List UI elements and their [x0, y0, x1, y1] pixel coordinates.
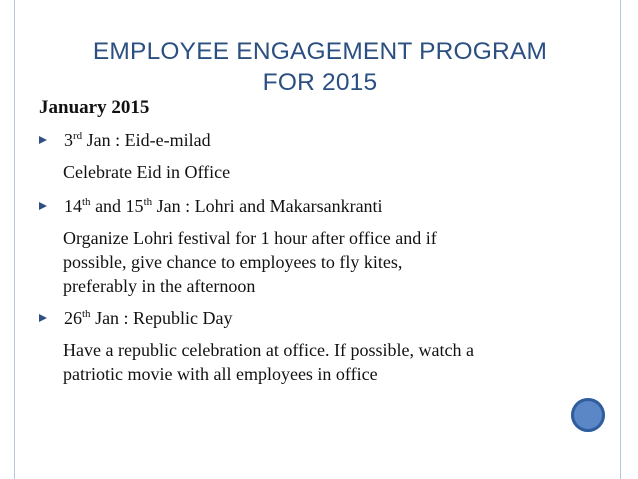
- event-date-number: 26: [64, 308, 82, 328]
- circle-decoration-icon: [571, 398, 605, 432]
- month-heading: January 2015: [39, 97, 150, 118]
- event-item-lohri: [39, 194, 599, 218]
- event-description-line: possible, give chance to employees to fly kites,: [63, 252, 403, 272]
- event-description-lohri: [39, 226, 599, 298]
- event-date-title: Jan : Republic Day: [90, 308, 233, 328]
- event-date-suffix: th: [82, 308, 91, 320]
- event-date-title: Jan : Eid-e-milad: [82, 130, 211, 150]
- slide-title: [30, 36, 610, 98]
- event-date-number: 14: [64, 196, 82, 216]
- event-item-eid: [39, 128, 599, 152]
- slide-frame-left-line: [14, 0, 15, 479]
- event-description-line: Have a republic celebration at office. If possible, watch a: [63, 340, 474, 360]
- event-date-suffix: rd: [73, 130, 83, 142]
- slide-title-line-2: FOR 2015: [262, 69, 378, 96]
- triangle-bullet-icon: [39, 136, 47, 144]
- event-description-line: preferably in the afternoon: [63, 276, 256, 296]
- triangle-bullet-icon: [39, 202, 47, 210]
- event-date-number: 3: [64, 130, 73, 150]
- event-date-suffix: th: [143, 196, 153, 208]
- slide-content: [39, 96, 599, 386]
- event-description-line: patriotic movie with all employees in office: [63, 364, 378, 384]
- event-date-title: Jan : Lohri and Makarsankranti: [152, 196, 383, 216]
- event-date-connector: and 15: [90, 196, 144, 216]
- event-description-line: Organize Lohri festival for 1 hour after office and if: [63, 228, 437, 248]
- event-date-suffix: th: [82, 196, 91, 208]
- slide-frame-right-line: [620, 0, 621, 479]
- event-item-republic-day: [39, 306, 599, 330]
- event-description-eid: Celebrate Eid in Office: [63, 162, 231, 182]
- slide-title-line-1: EMPLOYEE ENGAGEMENT PROGRAM: [92, 38, 548, 65]
- event-description-republic-day: [39, 338, 599, 386]
- triangle-bullet-icon: [39, 314, 47, 322]
